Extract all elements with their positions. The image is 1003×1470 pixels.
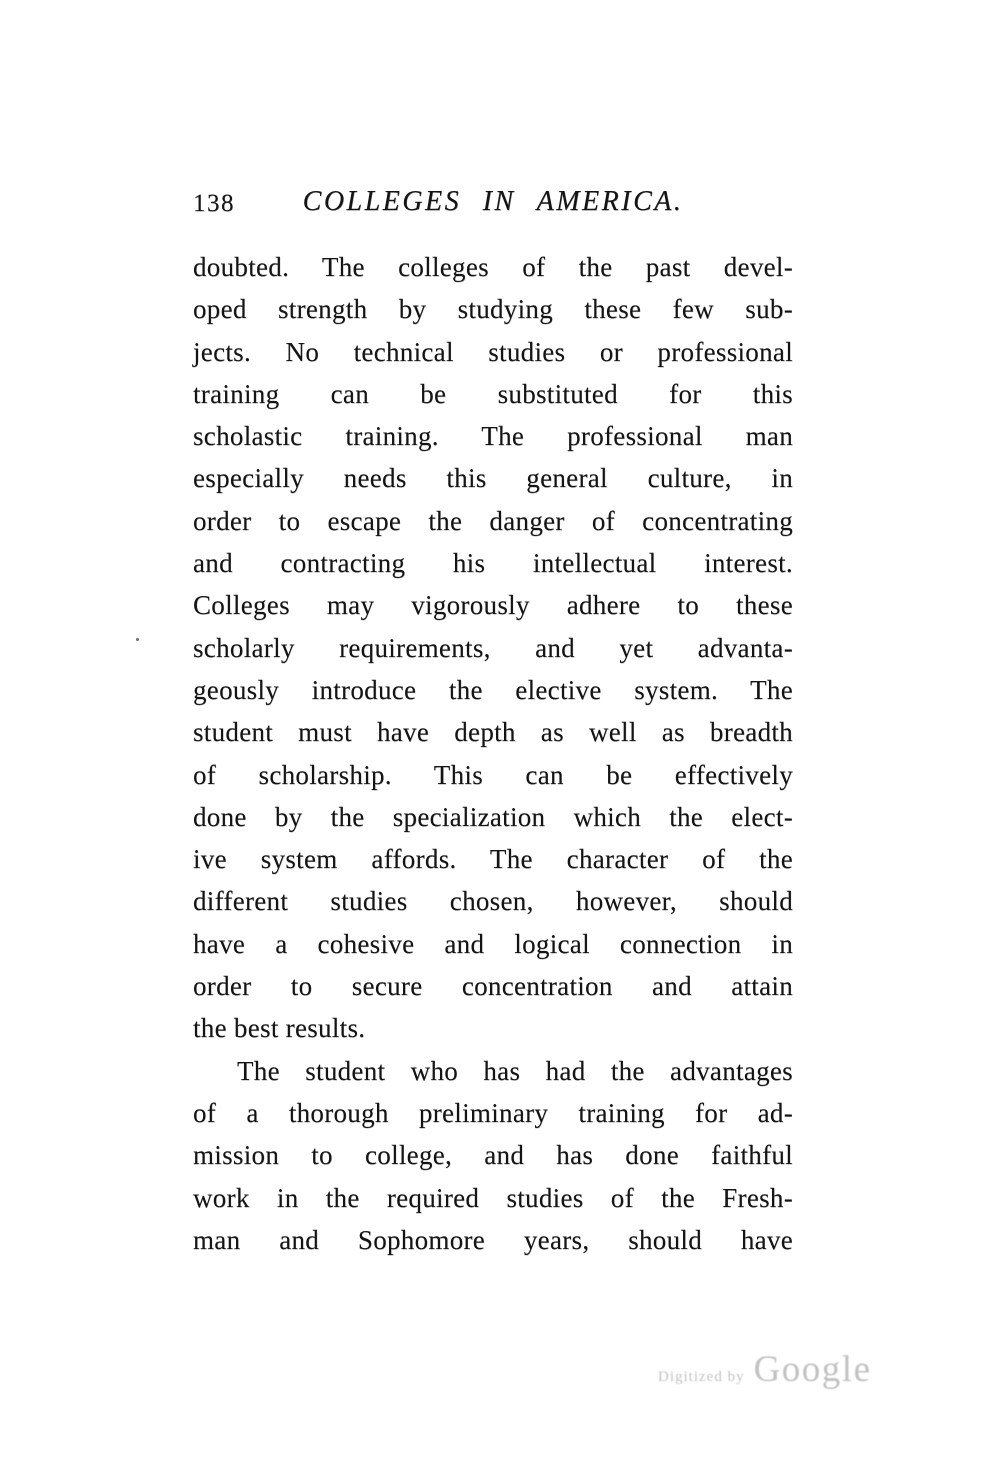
text-line: work in the required studies of the Fresh- bbox=[193, 1182, 793, 1213]
text-line: scholarly requirements, and yet advanta- bbox=[193, 632, 793, 663]
ink-speck bbox=[136, 638, 139, 641]
text-line: done by the specialization which the elect- bbox=[193, 801, 793, 832]
text-line: and contracting his intellectual interest. bbox=[193, 548, 793, 579]
text-line: order to escape the danger of concentrating bbox=[193, 505, 793, 536]
text-line: Colleges may vigorously adhere to these bbox=[193, 590, 793, 621]
text-line: training can be substituted for this bbox=[193, 378, 793, 409]
text-line: of a thorough preliminary training for ad- bbox=[193, 1097, 793, 1128]
text-line: especially needs this general culture, in bbox=[193, 463, 793, 494]
text-line: scholastic training. The professional man bbox=[193, 421, 793, 452]
running-title: COLLEGES IN AMERICA. bbox=[302, 186, 684, 217]
page-number: 138 bbox=[193, 190, 235, 217]
text-line: The student who has had the advantages bbox=[237, 1055, 793, 1086]
text-line: oped strength by studying these few sub- bbox=[193, 294, 793, 325]
digitization-watermark bbox=[658, 1348, 872, 1391]
text-line: mission to college, and has done faithful bbox=[193, 1140, 793, 1171]
body-text bbox=[193, 246, 793, 1261]
page-header bbox=[193, 186, 793, 222]
text-line: geously introduce the elective system. The bbox=[193, 674, 793, 705]
watermark-prefix: Digitized by bbox=[658, 1369, 745, 1385]
text-line: man and Sophomore years, should have bbox=[193, 1224, 793, 1255]
watermark-brand: Google bbox=[753, 1349, 872, 1390]
text-line: doubted. The colleges of the past devel- bbox=[193, 252, 793, 282]
text-line: of scholarship. This can be effectively bbox=[193, 759, 793, 790]
text-line: different studies chosen, however, should bbox=[193, 886, 793, 917]
text-line: have a cohesive and logical connection in bbox=[193, 928, 793, 959]
text-line: order to secure concentration and attain bbox=[193, 971, 793, 1002]
text-line: the best results. bbox=[193, 1013, 366, 1044]
text-line: ive system affords. The character of the bbox=[193, 844, 793, 875]
text-line: student must have depth as well as breadth bbox=[193, 717, 793, 748]
text-line: jects. No technical studies or professional bbox=[193, 336, 793, 367]
